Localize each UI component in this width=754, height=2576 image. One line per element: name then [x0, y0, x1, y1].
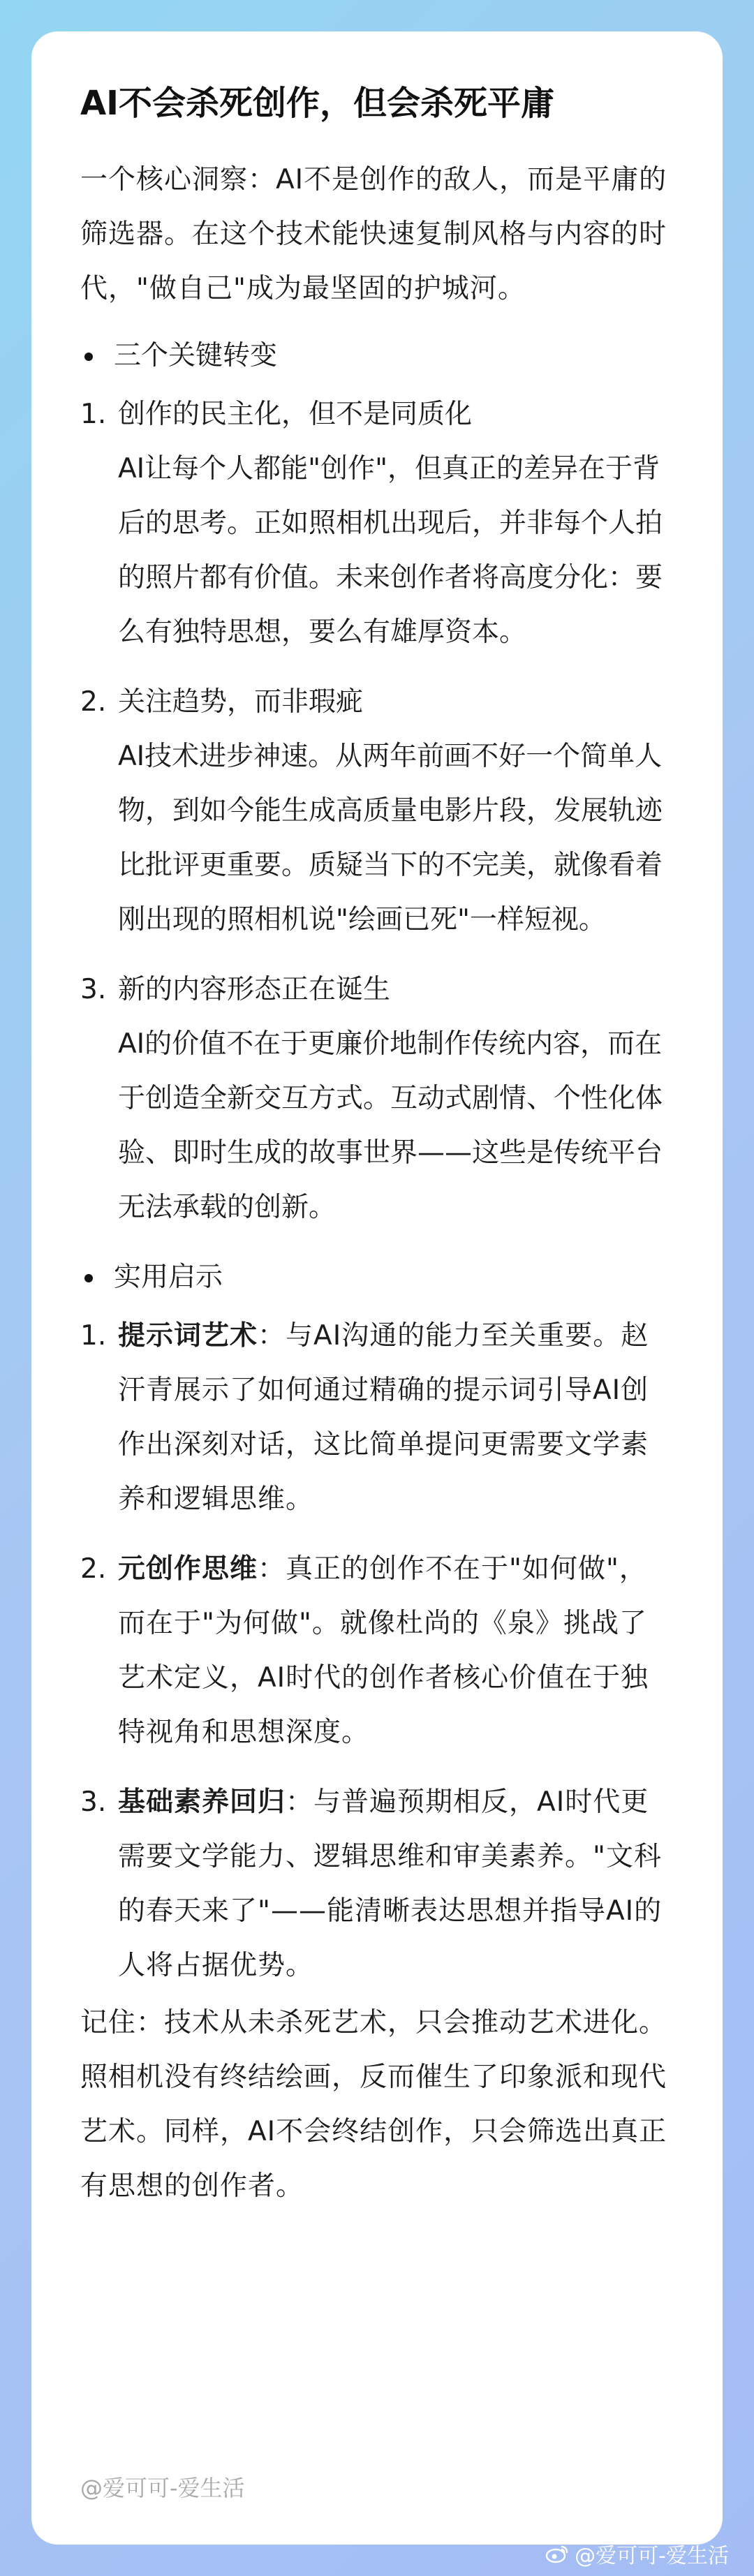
intro-paragraph: 一个核心洞察：AI不是创作的敌人，而是平庸的筛选器。在这个技术能快速复制风格与内容的时代，"做自己"成为最坚固的护城河。: [80, 164, 667, 305]
list-item-keyword: 元创作思维: [118, 1553, 258, 1585]
list-number: 1.: [80, 1320, 107, 1352]
list-number: 3.: [80, 974, 107, 1006]
list-number: 1.: [80, 399, 107, 431]
list-item: [80, 1542, 674, 1760]
list-item-description: AI的价值不在于更廉价地制作传统内容，而在于创造全新交互方式。互动式剧情、个性化体验、即时生成的故事世界——这些是传统平台无法承载的创新。: [118, 1028, 663, 1224]
section-heading: 三个关键转变: [114, 340, 278, 372]
list-item-text: ：与AI沟通的能力至关重要。赵汗青展示了如何通过精确的提示词引导AI创作出深刻对话，这比简单提问更需要文学素养和逻辑思维。: [118, 1320, 649, 1516]
list-item: [80, 963, 674, 1235]
section-bullet-practical: [80, 1250, 674, 1305]
list-item: [80, 1775, 674, 1993]
list-item-text: ：真正的创作不在于"如何做"，而在于"为何做"。就像杜尚的《泉》挑战了艺术定义，AI时代的创作者核心价值在于独特视角和思想深度。: [118, 1553, 649, 1749]
weibo-watermark: [545, 2538, 729, 2569]
weibo-logo-icon: [545, 2544, 569, 2563]
list-item: [80, 387, 674, 660]
list-item-description: AI技术进步神速。从两年前画不好一个简单人物，到如今能生成高质量电影片段，发展轨迹比批评更重要。质疑当下的不完美，就像看着刚出现的照相机说"绘画已死"一样短视。: [118, 741, 663, 936]
section-heading: 实用启示: [114, 1261, 223, 1294]
author-watermark: @爱可可-爱生活: [80, 2475, 245, 2501]
list-item-description: AI让每个人都能"创作"，但真正的差异在于背后的思考。正如照相机出现后，并非每个人拍的照片都有价值。未来创作者将高度分化：要么有独特思想，要么有雄厚资本。: [118, 453, 663, 649]
list-item-title: 创作的民主化，但不是同质化: [118, 399, 473, 431]
list-item-title: 新的内容形态正在诞生: [118, 974, 391, 1006]
section-bullet-key-shifts: [80, 329, 674, 383]
list-item-text: ：与普遍预期相反，AI时代更需要文学能力、逻辑思维和审美素养。"文科的春天来了"——能清晰表达思想并指导AI的人将占据优势。: [118, 1786, 663, 1982]
list-item-keyword: 提示词艺术: [118, 1320, 258, 1352]
post-card: [31, 31, 723, 2545]
list-item-keyword: 基础素养回归: [118, 1786, 286, 1819]
list-item-title: 关注趋势，而非瑕疵: [118, 686, 364, 718]
weibo-handle: @爱可可-爱生活: [575, 2544, 729, 2568]
bullet-dot-icon: [80, 1250, 114, 1305]
list-number: 2.: [80, 686, 107, 718]
list-item: [80, 1309, 674, 1527]
post-title: AI不会杀死创作，但会杀死平庸: [80, 84, 555, 123]
list-number: 2.: [80, 1553, 107, 1585]
conclusion-paragraph: 记住：技术从未杀死艺术，只会推动艺术进化。照相机没有终结绘画，反而催生了印象派和现代艺术。同样，AI不会终结创作，只会筛选出真正有思想的创作者。: [80, 2007, 667, 2203]
list-number: 3.: [80, 1786, 107, 1819]
list-item: [80, 675, 674, 947]
bullet-dot-icon: [80, 329, 114, 383]
